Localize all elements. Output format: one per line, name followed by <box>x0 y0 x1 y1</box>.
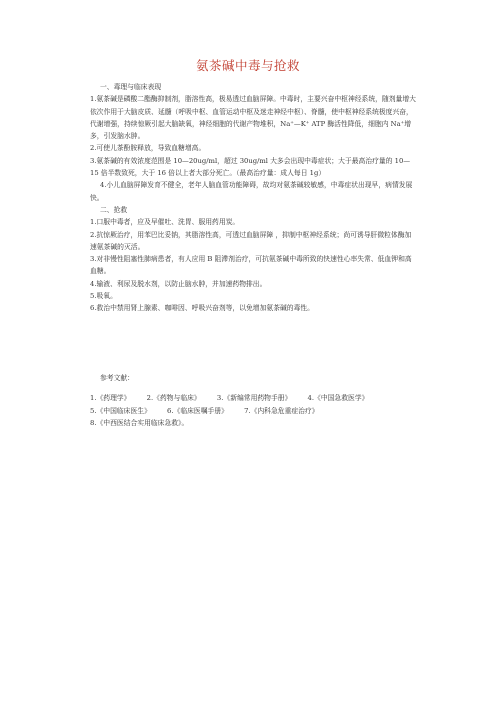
paragraph-rescue-5: 5.吸氧。 <box>90 292 117 301</box>
references-heading: 参考文献： <box>100 374 134 382</box>
paragraph-rescue-4: 4.输液、利尿及脱水剂，以防止脑水肿，并加速药物排出。 <box>90 279 267 288</box>
paragraph-toxicology-2: 2.可使儿茶酚胺释放，导致血糖增高。 <box>90 144 206 153</box>
paragraph-rescue-2: 2.抗惊厥治疗，用苯巴比妥钠，其脂溶性高，可透过血脑屏障 ，抑制中枢神经系统；尚可诱导肝微粒体酶加速氨茶碱的灭活。 <box>90 230 412 251</box>
reference-item: 4.《中国急救医学》 <box>307 394 369 403</box>
section-heading-toxicology: 一、毒理与临床表现 <box>100 83 162 91</box>
paragraph-toxicology-4: 4.小儿血脑屏障发育不健全，老年人脑血管功能障碍，故均对氨茶碱较敏感，中毒症状出现早，病情发展快。 <box>90 181 413 202</box>
document-body <box>90 81 418 315</box>
paragraph-rescue-6: 6.救治中禁用肾上腺素、咖啡因、呼吸兴奋剂等，以免增加氨茶碱的毒性。 <box>90 304 314 313</box>
paragraph-toxicology-3: 3.氨茶碱的有效浓度范围是 10—20ug/ml，超过 30ug/ml 大多会出现中毒症状；大于最高治疗量的 10—15 倍半数致死，大于 16 倍以上者大部分死亡。（最高治疗量：成人每日 1g） <box>90 156 411 178</box>
reference-item: 6.《临床医嘱手册》 <box>167 406 228 415</box>
reference-item: 8.《中西医结合实用临床急救》。 <box>90 419 189 428</box>
references-row-2 <box>90 405 430 417</box>
document-title: 氨茶碱中毒与抢救 <box>195 58 300 73</box>
paragraph-toxicology-1: 1.氨茶碱是磷酸二酯酶抑制剂，脂溶性高，极易透过血脑屏障。中毒时，主要兴奋中枢神经系统，随剂量增大依次作用于大脑皮质、延髓（呼吸中枢、血管运动中枢及迷走神经中枢）、脊髓，使中枢神经系统极度兴奋，代谢增强，持续惊厥引起大脑缺氧，神经细胞的代谢产物堆积，Na⁺—K⁺ ATP 酶活性降低，细胞内 Na⁺增多，引发脑水肿。 <box>90 95 416 141</box>
paragraph-rescue-3: 3.对非慢性阻塞性肺病患者，有人应用 B 阻滞剂治疗，可抗氨茶碱中毒所致的快速性心率失常、低血钾和高血糖。 <box>90 255 412 276</box>
reference-item: 3.《新编常用药物手册》 <box>216 394 292 403</box>
reference-item: 5.《中国临床医生》 <box>90 406 151 415</box>
reference-item: 2.《药物与临床》 <box>146 394 201 403</box>
paragraph-rescue-1: 1.口服中毒者，应及早催吐、洗胃、服用药用炭。 <box>90 218 240 227</box>
reference-item: 7.《内科急危重症治疗》 <box>244 406 319 415</box>
section-heading-rescue: 二、抢救 <box>100 205 128 214</box>
references-row-3 <box>90 417 430 429</box>
references-section <box>90 372 430 430</box>
references-row-1 <box>90 392 430 404</box>
reference-item: 1.《药理学》 <box>90 394 131 403</box>
